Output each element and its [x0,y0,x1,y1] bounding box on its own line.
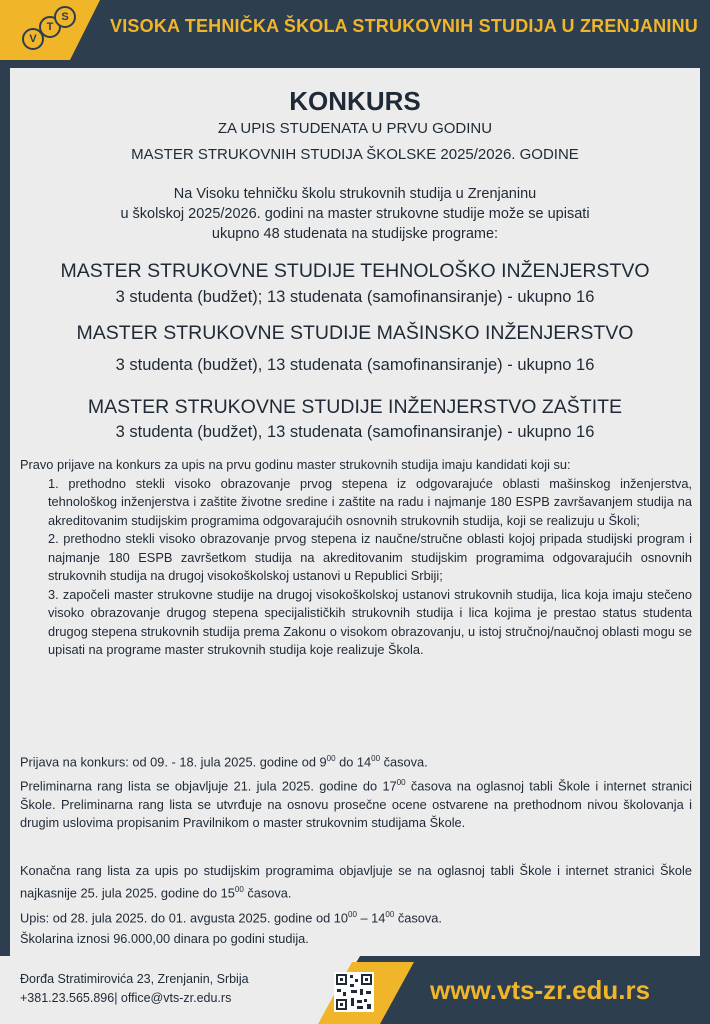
enrollment-time-from: od 10 [312,910,349,926]
enrollment-bold: Upis: od 28. jula 2025. do 01. avgusta 2025. godine [20,910,313,926]
logo-letter-t: T [39,16,61,38]
final-date: 25. jula 2025. godine do 15 [80,884,235,900]
intro-line: ukupno 48 studenata na studijske programe: [211,226,499,242]
subtitle-1: ZA UPIS STUDENATA U PRVU GODINU [217,120,493,137]
sup: 00 [385,910,395,919]
eligibility-section [20,456,692,660]
application-dates [20,750,692,772]
footer-contact[interactable]: +381.23.565.896| office@vts-zr.edu.rs [20,991,232,1005]
logo-letter-s: S [54,6,76,28]
program-quota: 3 studenta (budžet), 13 studenata (samofinansiranje) - ukupno 16 [115,423,595,441]
subtitle-2-text: MASTER STRUKOVNIH STUDIJA ŠKOLSKE 2025/2026. GODINE [131,146,579,163]
enrollment-dates [20,906,692,928]
enrollment-time-to: – 14 [356,910,386,926]
final-end: . [287,884,292,900]
school-name: VISOKA TEHNIČKA ŠKOLA STRUKOVNIH STUDIJA U ZRENJANINU [110,16,698,36]
preliminary-list [20,774,692,833]
sup: 00 [234,884,244,894]
tuition-text: iznosi [73,931,114,946]
logo-letter-v: V [22,28,44,50]
intro [10,184,700,244]
intro-line: u školskoj 2025/2026. godini na master strukovne studije može se upisati [120,206,590,222]
sup: 00 [371,754,381,763]
application-time-to: do 14 [335,754,372,770]
eligibility-item: 1. prethodno stekli visoko obrazovanje prvog stepena iz odgovarajuće oblasti mašinskog inženjerstva, tehnološkog inženjerstva i zaštite životne sredine i zaštite na radu i najmanje 180 ESPB završavanjem studija na akreditovanim studijskim programima odgovarajućih osnovnih strukovnih studija, koji se realizuju u Školi; [48,475,692,528]
preliminary-rest: na oglasnoj tabli Škole i internet stranici Škole. Preliminarna rang lista se utvrđuje na osnovu prosečne ocene ostvarene na prethodnom nivou školovanja i drugim uslovima propisanim Pravilnikom o master strukovnim studijama Škole. [20,778,693,831]
footer-address-block [20,970,249,1008]
eligibility-lead-rest: imaju kandidati koji su: [438,457,571,472]
footer-website-link[interactable]: www.vts-zr.edu.rs [430,975,651,1005]
footer-address: Đorđa Stratimirovića 23, Zrenjanin, Srbija [20,972,249,986]
preliminary-bold: Preliminarna rang lista [20,778,151,794]
program-title: MASTER STRUKOVNE STUDIJE INŽENJERSTVO ZAŠTITE [87,396,623,418]
program-title: MASTER STRUKOVNE STUDIJE TEHNOLOŠKO INŽENJERSTVO [60,260,650,282]
qr-code-icon[interactable] [334,972,374,1012]
tuition-rest: po godini studija. [209,931,309,946]
final-text: za upis po studijskim programima objavljuje se na oglasnoj tabli Škole i internet stranici Škole najkasnije [20,863,692,900]
tuition-amount: 96.000,00 dinara [113,931,210,946]
intro-line: Na Visoku tehničku školu strukovnih studija u Zrenjaninu [173,186,537,202]
subtitle-2 [10,146,700,163]
program-quota: 3 studenta (budžet), 13 studenata (samofinansiranje) - ukupno 16 [115,356,595,374]
preliminary-text: se objavljuje [150,778,234,794]
program-quota: 3 studenta (budžet); 13 studenata (samofinansiranje) - ukupno 16 [115,288,595,306]
tuition-bold: Školarina [20,931,74,946]
final-bold: Konačna rang lista [20,863,131,878]
eligibility-item: 3. započeli master strukovne studije na drugoj visokoškolskoj ustanovi strukovnih studija, lica koja imaju stečeno visoko obrazovanje drugog stepena specijalističkih strukovnih studija i lica kojima je prestao status studenta drugog stepena strukovnih studija prema Zakonu o visokom obrazovanju, u istoj stručnoj/naučnoj oblasti mogu se upisati na programe master strukovnih studija koje realizuje Škola. [48,586,692,657]
application-time-from: od 9 [298,754,327,770]
application-dates-bold: Prijava na konkurs: od 09. - 18. jula 2025. godine [20,754,299,770]
application-time-end: časova. [380,754,428,770]
eligibility-item: 2. prethodno stekli visoko obrazovanje prvog stepena iz naučne/stručne oblasti kojoj pripada studijski program i najmanje 180 ESPB završetkom studija na akreditovanim studijskim programima odgovarajućih osnovnih strukovnih studija na drugoj visokoškolskoj ustanovi u Republici Srbiji; [48,531,692,583]
preliminary-date: 21. jula 2025. godine do 17 [233,778,397,794]
enrollment-time-end: časova. [394,910,442,926]
page-title: KONKURS [289,86,421,116]
program-title: MASTER STRUKOVNE STUDIJE MAŠINSKO INŽENJERSTVO [76,322,634,344]
eligibility-lead-bold: Pravo prijave na konkurs za upis na prvu godinu master strukovnih studija [20,457,439,472]
eligibility-lead [20,456,692,475]
final-hours: časova [243,884,288,900]
sup: 00 [326,754,336,763]
tuition [20,930,692,949]
preliminary-hours: časova [405,778,452,794]
sup: 00 [348,910,357,919]
school-logo [22,6,76,54]
final-list [20,862,692,902]
sup: 00 [396,778,406,787]
